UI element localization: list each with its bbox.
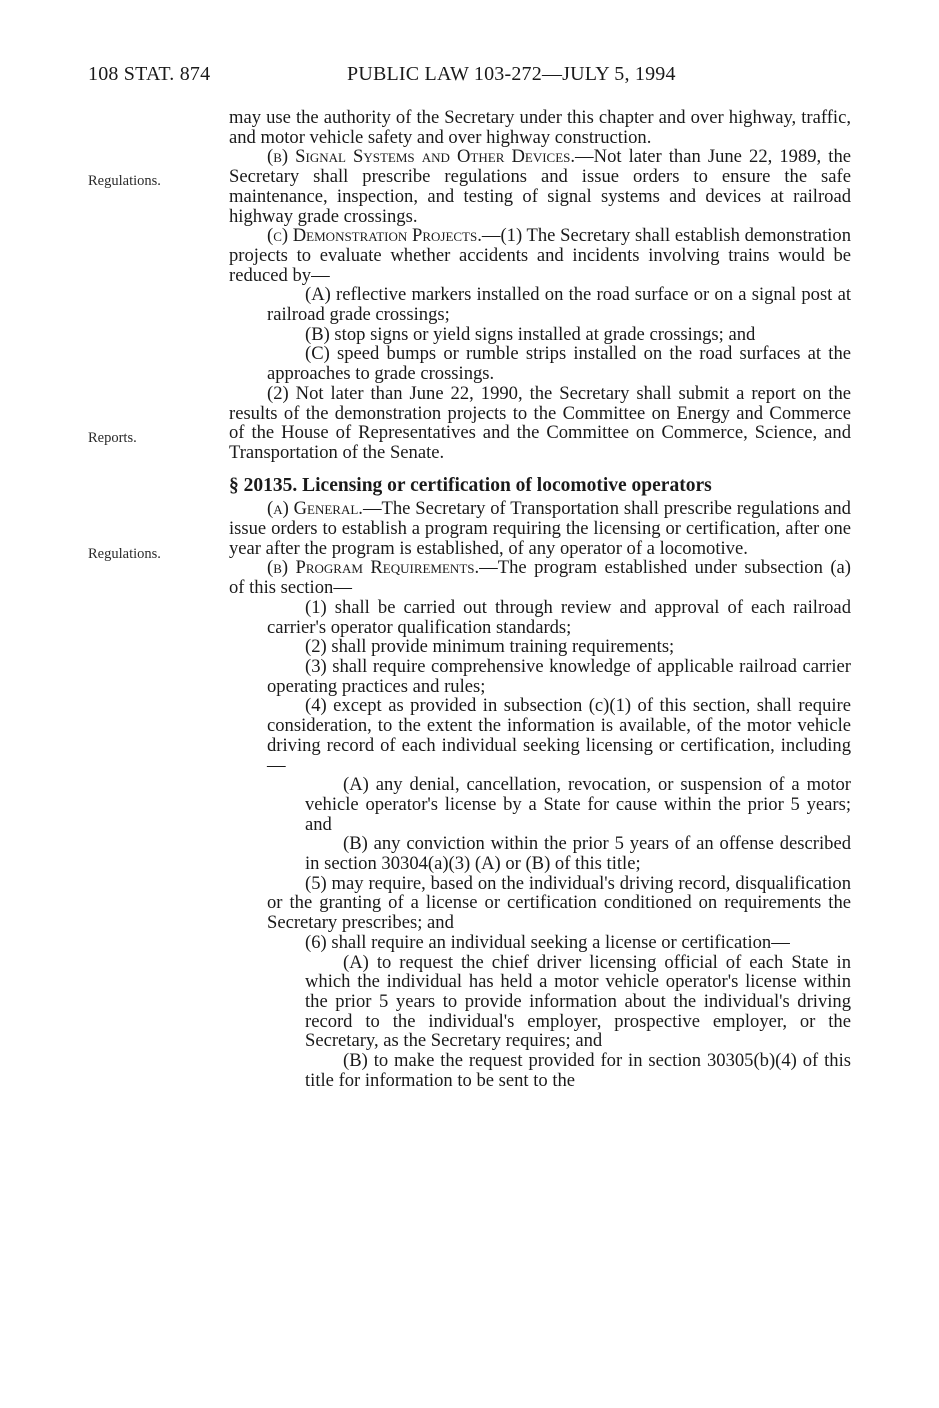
page-title: PUBLIC LAW 103-272—JULY 5, 1994 [347,63,676,85]
list-item: (C) speed bumps or rumble strips installed on the road surfaces at the approaches to grade crossings. [267,343,851,385]
list-item: (3) shall require comprehensive knowledge of applicable railroad carrier operating practices and rules; [267,655,851,697]
list-item: (B) to make the request provided for in section 30305(b)(4) of this title for information to be sent to the [305,1050,851,1091]
list-item: (B) stop signs or yield signs installed at grade crossings; and [305,323,756,345]
list-item: (A) reflective markers installed on the road surface or on a signal post at railroad grade crossings; [267,284,851,326]
paragraph-text: —(1) The Secretary shall establish demonstration projects to evaluate whether accidents and incidents involving trains would be reduced by— [229,225,851,286]
list-item: (1) shall be carried out through review and approval of each railroad carrier's operator qualification standards; [267,596,851,638]
list-item: (6) shall require an individual seeking a license or certification— [305,931,790,953]
paragraph: may use the authority of the Secretary under this chapter and over highway, traffic, and motor vehicle safety and over highway construction. [229,107,851,148]
body-text [229,108,851,1090]
subsection-heading: (c) Demonstration Projects. [267,225,482,247]
paragraph [229,226,851,285]
paragraph [229,558,851,597]
list-item: (A) to request the chief driver licensing official of each State in which the individual has held a motor vehicle operator's license within the prior 5 years to provide information about the individual's driving record to the individual's employer, prospective employer, or the Secretary, as the Secretary requires; and [305,951,851,1052]
paragraph-text: —Not later than June 22, 1989, the Secretary shall prescribe regulations and issue orders to ensure the safe maintenance, inspection, and testing of signal systems and devices at railroad highway grade crossings. [229,146,852,227]
paragraph: (2) Not later than June 22, 1990, the Secretary shall submit a report on the results of the demonstration projects to the Committee on Energy and Commerce of the House of Representatives and the Committee on Commerce, Science, and Transportation of the Senate. [229,382,851,463]
margin-note-regulations: Regulations. [88,546,161,562]
list-item: (5) may require, based on the individual's driving record, disqualification or the granting of a license or certification conditioned on requirements the Secretary prescribes; and [267,872,851,934]
paragraph [229,147,851,226]
paragraph-text: —The program established under subsection (a) of this section— [229,557,851,599]
margin-note-regulations: Regulations. [88,173,161,189]
statute-page-reference: 108 STAT. 874 [88,63,211,85]
paragraph-text: —The Secretary of Transportation shall prescribe regulations and issue orders to establish a program requiring the licensing or certification, after one year after the program is established, of any operator of a locomotive. [229,498,851,559]
margin-note-reports: Reports. [88,430,137,446]
subsection-heading: (b) Signal Systems and Other Devices. [267,146,576,168]
subsection-heading: (a) General. [267,498,363,520]
list-item: (4) except as provided in subsection (c)(1) of this section, shall require consideration, to the extent the information is available, of the motor vehicle driving record of each individual seeking licensing or certification, including— [267,695,851,776]
section-heading: § 20135. Licensing or certification of locomotive operators [229,474,712,496]
list-item: (B) any conviction within the prior 5 years of an offense described in section 30304(a)(3) (A) or (B) of this title; [305,833,851,875]
list-item: (2) shall provide minimum training requirements; [305,636,675,658]
list-item: (A) any denial, cancellation, revocation, or suspension of a motor vehicle operator's license by a State for cause within the prior 5 years; and [305,774,851,835]
paragraph [229,499,851,558]
subsection-heading: (b) Program Requirements. [267,557,480,579]
